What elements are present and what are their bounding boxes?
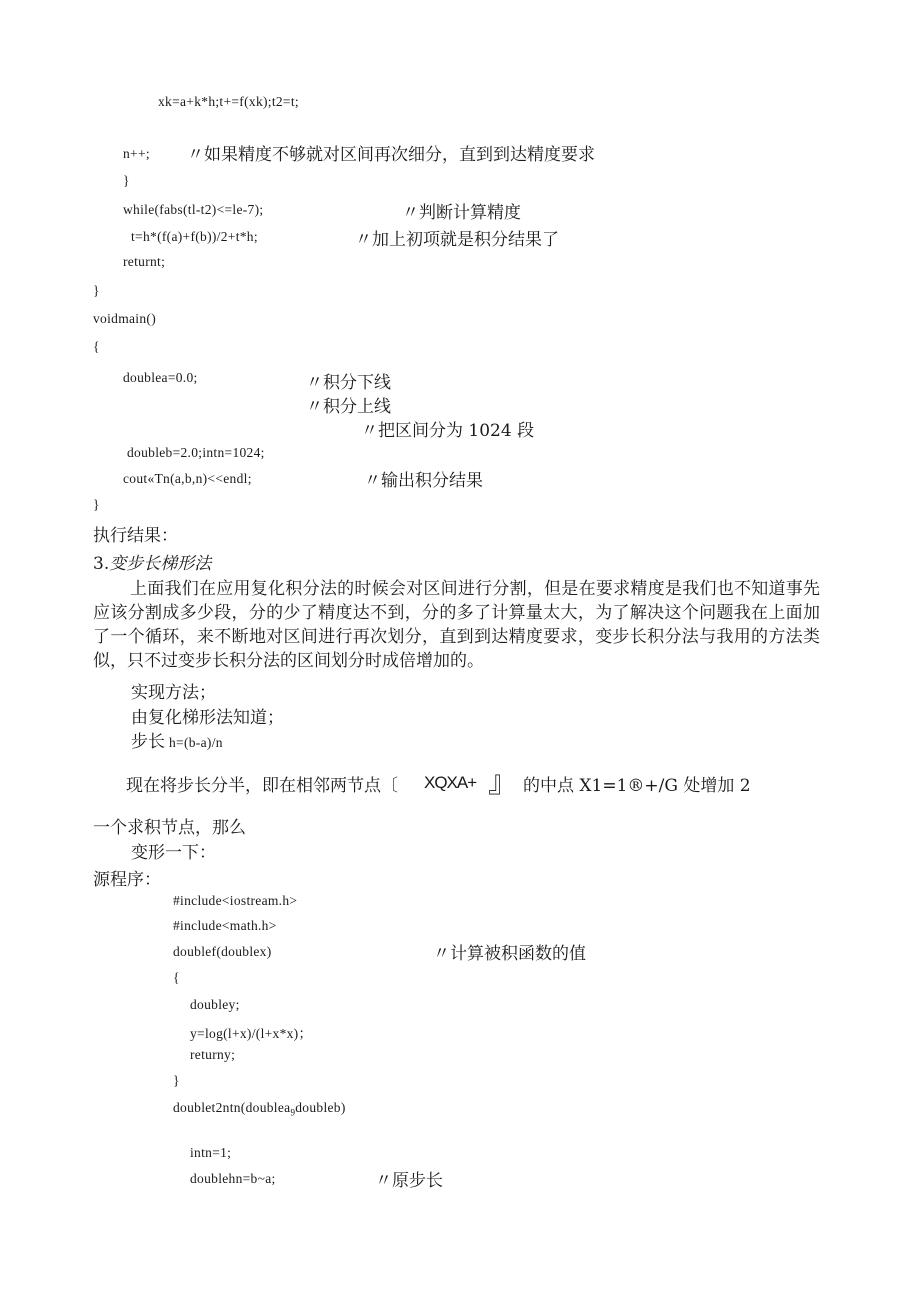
code-line: doubleb=2.0;intn=1024;: [127, 445, 265, 460]
halving-text: 变形一下：: [131, 843, 216, 863]
code-line: cout«Tn(a,b,n)<<endl;: [123, 471, 252, 486]
code-comment: 〃积分上线: [306, 397, 391, 417]
halving-line: [126, 771, 398, 796]
code-line: }: [93, 283, 100, 298]
code-line: doubley;: [190, 997, 240, 1012]
code-line: doublef(doublex): [173, 944, 272, 959]
code-line: while(fabs(tl-t2)<=le-7);: [123, 202, 264, 217]
code-line: doublea=0.0;: [123, 370, 198, 385]
method-line: 由复化梯形法知道；: [131, 708, 284, 728]
method-label: 实现方法；: [131, 683, 216, 703]
code-line: xk=a+k*h;t+=f(xk);t2=t;: [158, 94, 299, 109]
code-line: n++;: [123, 146, 150, 161]
method-line: [131, 727, 223, 752]
code-fragment: doublet2ntn(doublea: [173, 1100, 291, 1115]
code-line: voidmain(): [93, 311, 156, 326]
code-comment: 〃如果精度不够就对区间再次细分，直到到达精度要求: [187, 145, 595, 165]
exec-result-label: 执行结果：: [93, 526, 178, 546]
code-comment: 〃加上初项就是积分结果了: [355, 230, 559, 250]
formula-symbols: XQXA+: [424, 773, 477, 792]
code-fragment: doubleb): [295, 1100, 346, 1115]
section-number: 3.: [93, 554, 110, 574]
code-line: #include<iostream.h>: [173, 893, 298, 908]
source-label: 源程序：: [93, 870, 161, 890]
code-line: [173, 1100, 346, 1118]
halving-text: 现在将步长分半，即在相邻两节点〔: [126, 776, 398, 796]
code-line: }: [123, 173, 130, 188]
code-comment: 〃原步长: [375, 1171, 443, 1191]
code-comment: 〃计算被积函数的值: [433, 944, 586, 964]
code-line: {: [173, 970, 180, 985]
step-formula: h=(b-a)/n: [169, 735, 223, 750]
body-paragraph: 上面我们在应用复化积分法的时候会对区间进行分割，但是在要求精度是我们也不知道事先应该分割成多少段，分的少了精度达不到，分的多了计算量太大，为了解决这个问题我在上面加了一个循环，来不断地对区间进行再次划分，直到到达精度要求，变步长积分法与我用的方法类似，只不过变步长积分法的区间划分时成倍增加的。: [93, 579, 820, 671]
step-text: 步长: [131, 732, 165, 752]
code-fragment: 9: [290, 1107, 296, 1118]
code-line: t=h*(f(a)+f(b))/2+t*h;: [131, 229, 258, 244]
code-line: }: [173, 1073, 180, 1088]
code-line: y=log(l+x)/(l+x*x)；: [190, 1026, 313, 1041]
code-comment: 〃判断计算精度: [402, 203, 521, 223]
section-heading: [93, 549, 211, 574]
section-title: 变步长梯形法: [109, 554, 212, 574]
halving-text: 一个求积节点，那么: [93, 818, 246, 838]
code-comment: 〃把区间分为 1024 段: [361, 421, 535, 441]
code-line: returny;: [190, 1047, 236, 1062]
formula-bracket: 』: [488, 766, 518, 799]
code-line: }: [93, 497, 100, 512]
code-comment: 〃输出积分结果: [364, 471, 483, 491]
code-line: #include<math.h>: [173, 918, 277, 933]
code-line: {: [93, 339, 100, 354]
code-line: intn=1;: [190, 1145, 232, 1160]
code-line: returnt;: [123, 254, 166, 269]
halving-text: 的中点 X1=1®+/G 处增加 2: [523, 776, 751, 796]
code-line: doublehn=b~a;: [190, 1171, 276, 1186]
code-comment: 〃积分下线: [306, 373, 391, 393]
